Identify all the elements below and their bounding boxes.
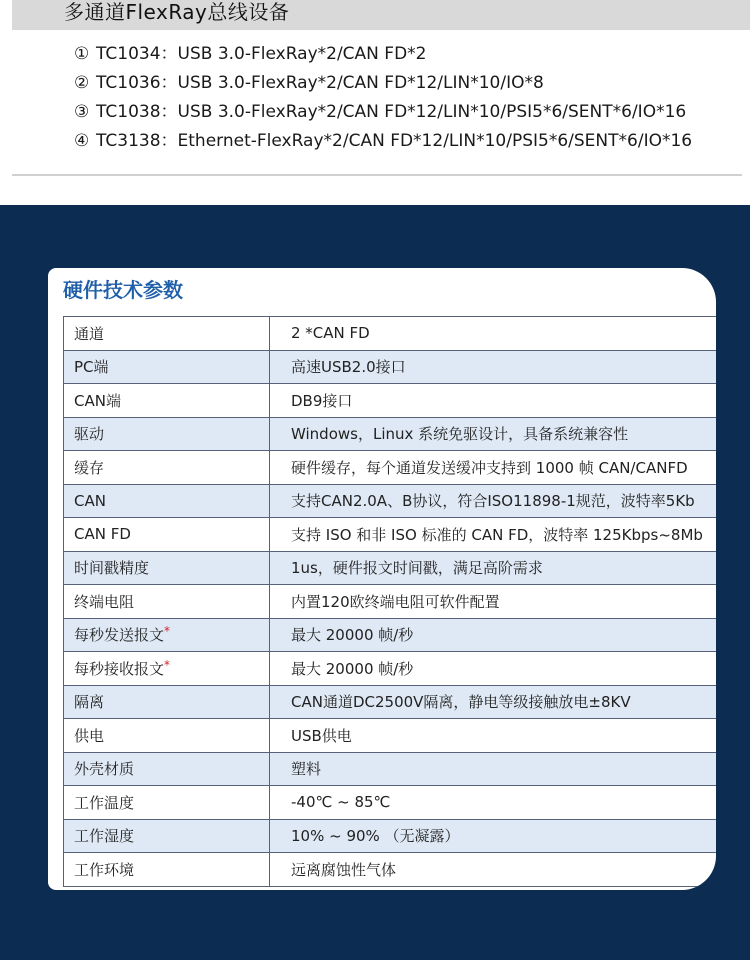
table-row: [64, 317, 717, 351]
spec-title: 硬件技术参数: [63, 278, 183, 302]
model-text: TC1034：USB 3.0-FlexRay*2/CAN FD*2: [96, 44, 427, 64]
table-row: [64, 518, 717, 552]
footnote-star: *: [164, 657, 171, 672]
table-row: [64, 618, 717, 652]
spec-value: 远离腐蚀性气体: [270, 853, 717, 887]
spec-value: 10% ~ 90% （无凝露）: [270, 819, 717, 853]
table-row: [64, 451, 717, 485]
table-row: [64, 786, 717, 820]
spec-value: 1us，硬件报文时间戳，满足高阶需求: [270, 551, 717, 585]
spec-key: [64, 618, 270, 652]
spec-key-label: 隔离: [74, 693, 105, 712]
spec-key-label: CAN: [74, 491, 106, 510]
spec-value: Windows，Linux 系统免驱设计，具备系统兼容性: [270, 417, 717, 451]
model-item: [74, 40, 692, 69]
spec-key: [64, 484, 270, 518]
spec-key-label: 每秒发送报文: [74, 626, 165, 645]
table-row: [64, 417, 717, 451]
spec-key-label: 缓存: [74, 458, 105, 477]
spec-key-label: 工作温度: [74, 793, 135, 812]
title-bar: [12, 0, 750, 30]
spec-key-label: 工作环境: [74, 860, 135, 879]
spec-key-label: 供电: [74, 726, 105, 745]
spec-value: 最大 20000 帧/秒: [270, 652, 717, 686]
model-text: TC1036：USB 3.0-FlexRay*2/CAN FD*12/LIN*10/IO*8: [96, 73, 544, 93]
model-text: TC3138：Ethernet-FlexRay*2/CAN FD*12/LIN*10/PSI5*6/SENT*6/IO*16: [96, 131, 693, 151]
table-row: [64, 719, 717, 753]
table-row: [64, 384, 717, 418]
spec-key: [64, 652, 270, 686]
spec-key: [64, 585, 270, 619]
spec-key: [64, 384, 270, 418]
spec-key-label: 终端电阻: [74, 592, 135, 611]
table-row: [64, 853, 717, 887]
model-number: ①: [74, 44, 90, 64]
model-number: ④: [74, 131, 90, 151]
model-list: [74, 40, 692, 156]
model-item: [74, 98, 692, 127]
spec-key-label: 驱动: [74, 425, 105, 444]
divider: [12, 174, 742, 176]
table-row: [64, 551, 717, 585]
spec-card: [48, 268, 716, 890]
spec-key-label: 通道: [74, 324, 105, 343]
table-row: [64, 652, 717, 686]
spec-value: 内置120欧终端电阻可软件配置: [270, 585, 717, 619]
spec-key: [64, 551, 270, 585]
footnote-star: *: [164, 624, 171, 639]
model-number: ③: [74, 102, 90, 122]
spec-key: [64, 786, 270, 820]
model-item: [74, 69, 692, 98]
spec-table: [63, 316, 716, 887]
table-row: [64, 685, 717, 719]
spec-key-label: 工作湿度: [74, 827, 135, 846]
spec-key: [64, 518, 270, 552]
spec-key: [64, 719, 270, 753]
spec-key: [64, 819, 270, 853]
spec-key-label: CAN FD: [74, 525, 131, 544]
spec-key: [64, 685, 270, 719]
spec-key-label: CAN端: [74, 391, 121, 410]
page-title: 多通道FlexRay总线设备: [64, 0, 290, 24]
model-item: [74, 127, 692, 156]
spec-key-label: PC端: [74, 358, 109, 377]
spec-key: [64, 451, 270, 485]
model-number: ②: [74, 73, 90, 93]
spec-key-label: 时间戳精度: [74, 559, 150, 578]
spec-key: [64, 752, 270, 786]
spec-value: 最大 20000 帧/秒: [270, 618, 717, 652]
spec-value: USB供电: [270, 719, 717, 753]
table-row: [64, 819, 717, 853]
spec-key-label: 每秒接收报文: [74, 659, 165, 678]
spec-key: [64, 350, 270, 384]
spec-value: 支持 ISO 和非 ISO 标准的 CAN FD，波特率 125Kbps~8Mb: [270, 518, 717, 552]
spec-value: CAN通道DC2500V隔离，静电等级接触放电±8KV: [270, 685, 717, 719]
spec-key: [64, 853, 270, 887]
spec-value: 2 *CAN FD: [270, 317, 717, 351]
spec-value: 塑料: [270, 752, 717, 786]
spec-value: DB9接口: [270, 384, 717, 418]
spec-value: 支持CAN2.0A、B协议，符合ISO11898-1规范，波特率5Kb: [270, 484, 717, 518]
model-text: TC1038：USB 3.0-FlexRay*2/CAN FD*12/LIN*10/PSI5*6/SENT*6/IO*16: [96, 102, 687, 122]
table-row: [64, 350, 717, 384]
spec-key: [64, 417, 270, 451]
spec-value: 硬件缓存，每个通道发送缓冲支持到 1000 帧 CAN/CANFD: [270, 451, 717, 485]
spec-key: [64, 317, 270, 351]
spec-key-label: 外壳材质: [74, 760, 135, 779]
table-row: [64, 585, 717, 619]
product-header: [0, 0, 750, 205]
spec-value: -40℃ ~ 85℃: [270, 786, 717, 820]
spec-value: 高速USB2.0接口: [270, 350, 717, 384]
table-row: [64, 752, 717, 786]
table-row: [64, 484, 717, 518]
